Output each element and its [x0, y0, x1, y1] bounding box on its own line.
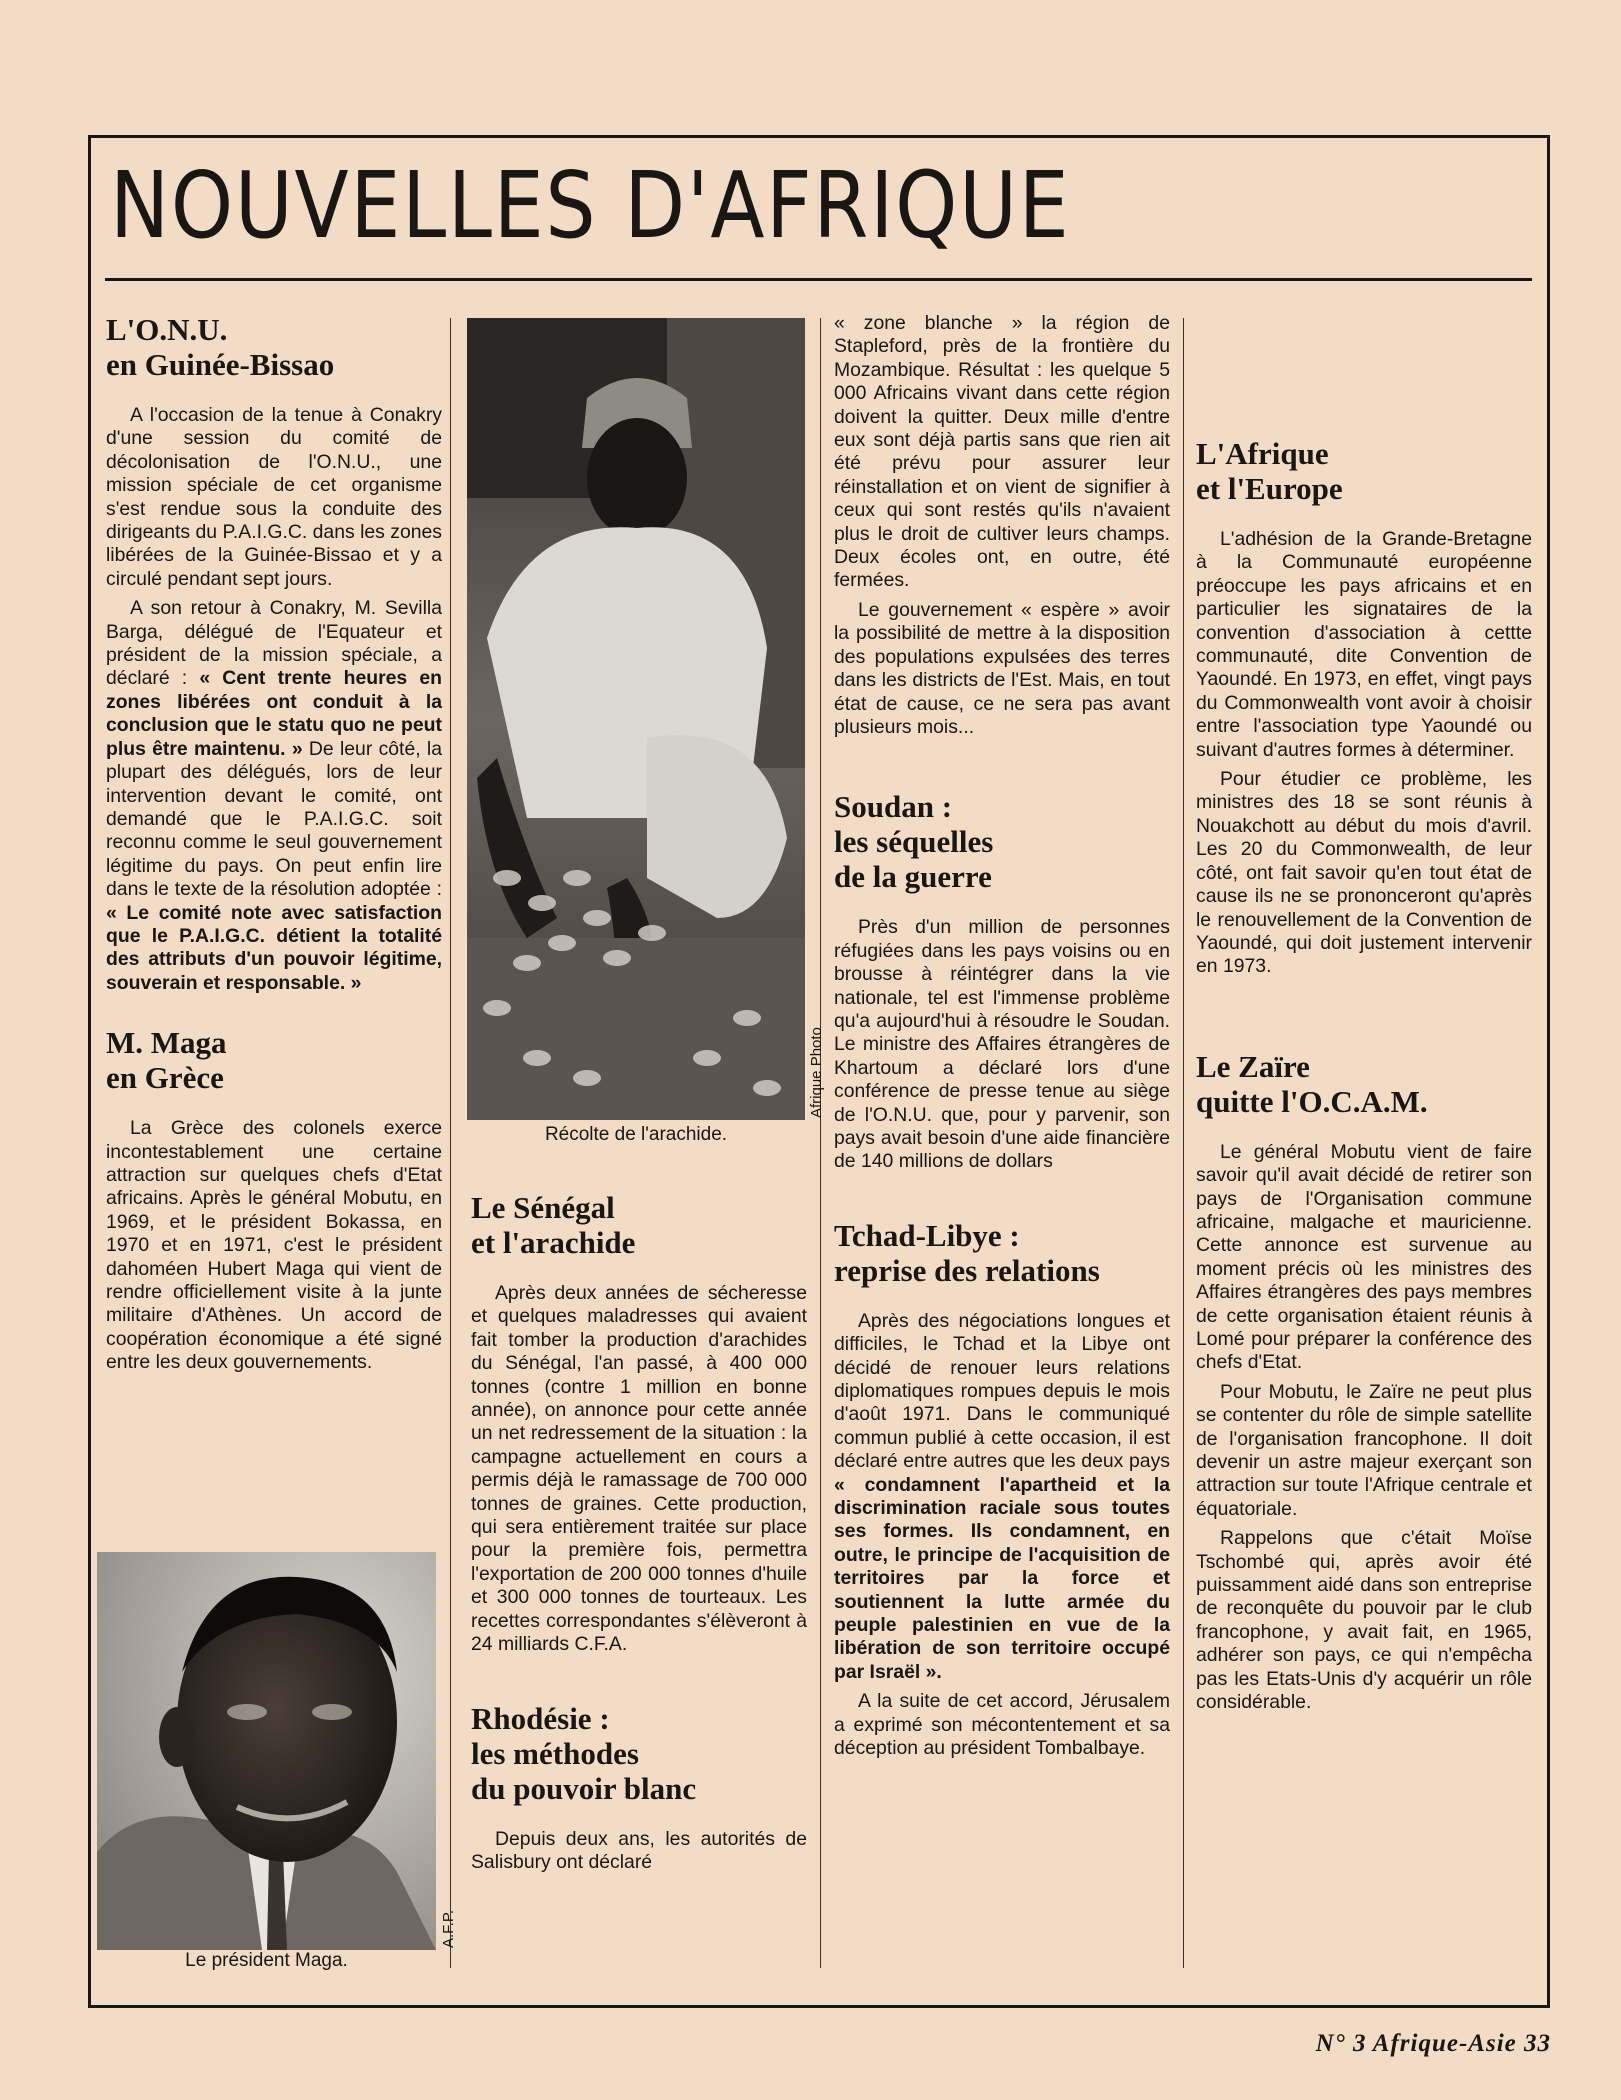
photo-caption-maga: Le président Maga. [185, 1950, 348, 1971]
photo-credit-afrique-photo: Afrique Photo [808, 1027, 825, 1118]
article-europe-title: L'Afrique et l'Europe [1196, 436, 1343, 506]
photo-peanut-harvest [467, 318, 805, 1120]
article-maga-title: M. Maga en Grèce [106, 1025, 227, 1096]
article-maga-p1: La Grèce des colonels exerce incontestablement une certaine attraction sur quelques chefs d'Etat africains. Après le général Mobutu, en 1969, et le président Bokassa, en 1970 et en 1971, c'est le président dahoméen Hubert Maga qui vient de rendre officiellement visite à la junte militaire d'Athènes. Un accord de coopération économique a été signé entre les deux gouvernements. [106, 1117, 442, 1374]
photo-credit-afp: A.F.P. [440, 1909, 457, 1948]
article-onu-title: L'O.N.U. en Guinée-Bissao [106, 312, 335, 382]
article-tchad-p1: Après des négociations longues et difficiles, le Tchad et la Libye ont décidé de renouer leurs relations diplomatiques rompues depuis le mois d'août 1971. Dans le communiqué commun publié à cette occasion, il est déclaré entre autres que les deux pays « condamnent l'apartheid et la discrimination raciale sous toutes ses formes. Ils condamnent, en outre, le principe de l'acquisition de territoires par la force et soutiennent la lutte armée du peuple palestinien en vue de la libération de son territoire occupé par Israël ». [834, 1309, 1170, 1683]
article-europe-p2: Pour étudier ce problème, les ministres des 18 se sont réunis à Nouakchott au début du mois d'avril. Les 20 du Commonwealth, de leur côté, ont fait savoir qu'en tout état de cause ils ne se prononceront qu'après le renouvellement de la Convention de Yaoundé, qui doit justement intervenir en 1973. [1196, 768, 1532, 978]
title-rule [105, 278, 1532, 281]
article-zaire-title: Le Zaïre quitte l'O.C.A.M. [1196, 1048, 1428, 1119]
page-footer: N° 3 Afrique-Asie 33 [1315, 2030, 1551, 2057]
column-4 [1196, 312, 1532, 1714]
column-1 [106, 312, 442, 1375]
column-divider [1183, 318, 1184, 1968]
article-soudan [834, 789, 1170, 1173]
article-tchad [834, 1218, 1170, 1761]
article-rhodesie [471, 1701, 807, 1875]
photo-caption-arachide: Récolte de l'arachide. [544, 1124, 728, 1145]
article-rhodesie-title: Rhodésie : les méthodes du pouvoir blanc [471, 1700, 697, 1806]
portrait-photo-maga [97, 1552, 436, 1950]
article-zaire-p3: Rappelons que c'était Moïse Tschombé qui, après avoir été puissamment aidé dans son entreprise de reconquête du pouvoir par le club francophone, y avait fait, en 1965, adhérer son pays, ce qui n'empêcha pas les Etats-Unis d'y acquérir un rôle considérable. [1196, 1527, 1532, 1714]
article-europe [1196, 436, 1532, 979]
article-tchad-title: Tchad-Libye : reprise des relations [834, 1217, 1100, 1288]
article-senegal-title: Le Sénégal et l'arachide [471, 1190, 636, 1260]
column-divider [450, 318, 451, 1968]
column-2 [471, 1190, 807, 1874]
article-zaire-p2: Pour Mobutu, le Zaïre ne peut plus se contenter du rôle de simple satellite de l'organisation francophone. Il doit devenir un astre majeur exerçant son attraction sur toute l'Afrique centrale et équatoriale. [1196, 1380, 1532, 1520]
article-onu-p2: A son retour à Conakry, M. Sevilla Barga, délégué de l'Equateur et président de la mission spéciale, a déclaré : « Cent trente heures en zones libérées ont conduit à la conclusion que le statu quo ne peut plus être maintenu. » De leur côté, la plupart des délégués, lors de leur intervention devant le comité, ont demandé que le P.A.I.G.C. soit reconnu comme le seul gouvernement légitime du pays. On peut enfin lire dans le texte de la résolution adoptée : « Le comité note avec satisfaction que le P.A.I.G.C. détient la totalité des attributs d'un pouvoir légitime, souverain et responsable. » [106, 597, 443, 994]
article-soudan-p1: Près d'un million de personnes réfugiées dans les pays voisins ou en brousse à réintégrer dans la vie nationale, tel est l'immense problème qu'a aujourd'hui à résoudre le Soudan. Le ministre des Affaires étrangères de Khartoum a déclaré lors d'une conférence de presse tenue au siège de l'O.N.U. que, pour y parvenir, son pays avait besoin d'une aide financière de 140 millions de dollars [834, 916, 1170, 1173]
article-zaire-p1: Le général Mobutu vient de faire savoir qu'il avait décidé de retirer son pays de l'Organisation commune africaine, malgache et mauricienne. Cette annonce est survenue au moment précis où les ministres des Affaires étrangères des pays membres de cette organisation étaient réunis à Lomé pour préparer la conférence des chefs d'Etat. [1196, 1140, 1532, 1374]
article-onu [106, 312, 442, 995]
article-maga [106, 1025, 442, 1374]
article-tchad-p2: A la suite de cet accord, Jérusalem a exprimé son mécontentement et sa déception au président Tombalbaye. [834, 1690, 1170, 1760]
column-divider [820, 318, 821, 1968]
article-rhodesie-p1-cont: « zone blanche » la région de Stapleford, près de la frontière du Mozambique. Résultat : les quelque 5 000 Africains vivant dans cette région doivent la quitter. Deux mille d'entre eux sont déjà partis sans que rien ait été prévu pour assurer leur réinstallation et on vient de signifier à ceux qui sont restés qu'ils n'avaient plus le droit de cultiver leurs champs. Deux écoles ont, en outre, été fermées. [834, 312, 1170, 592]
article-rhodesie-p2: Le gouvernement « espère » avoir la possibilité de mettre à la disposition des populations expulsées des terres dans les districts de l'Est. Mais, en tout état de cause, ce ne sera pas avant plusieurs mois... [834, 598, 1170, 738]
article-soudan-title: Soudan : les séquelles de la guerre [834, 789, 994, 895]
article-senegal [471, 1190, 807, 1657]
article-europe-p1: L'adhésion de la Grande-Bretagne à la Communauté européenne préoccupe les pays africains et en particulier les signataires de la convention d'association à cettte communauté, dite Convention de Yaoundé. En 1973, en effet, vingt pays du Commonwealth vont avoir à choisir entre l'association type Yaoundé ou suivant d'autres formes à déterminer. [1196, 528, 1532, 761]
page-title: NOUVELLES D'AFRIQUE [110, 152, 1071, 259]
article-zaire [1196, 1049, 1532, 1715]
column-3 [834, 312, 1170, 1761]
article-senegal-p1: Après deux années de sécheresse et quelques maladresses qui avaient fait tomber la production d'arachides du Sénégal, l'an passé, à 400 000 tonnes (contre 1 million en bonne année), on annonce pour cette année un net redressement de la situation : la campagne actuellement en cours a permis déjà le ramassage de 700 000 tonnes de graines. Cette production, qui sera entièrement traitée sur place pour la première fois, permettra l'exportation de 200 000 tonnes d'huile et 300 000 tonnes de tourteaux. Les recettes correspondantes s'élèveront à 24 milliards C.F.A. [471, 1282, 807, 1656]
article-onu-p1: A l'occasion de la tenue à Conakry d'une session du comité de décolonisation de l'O.N.U., une mission spéciale de cet organisme s'est rendue sous la conduite des dirigeants du P.A.I.G.C. dans les zones libérées de la Guinée-Bissao et y a circulé pendant sept jours. [106, 404, 442, 590]
article-rhodesie-p1: Depuis deux ans, les autorités de Salisbury ont déclaré [471, 1827, 807, 1873]
